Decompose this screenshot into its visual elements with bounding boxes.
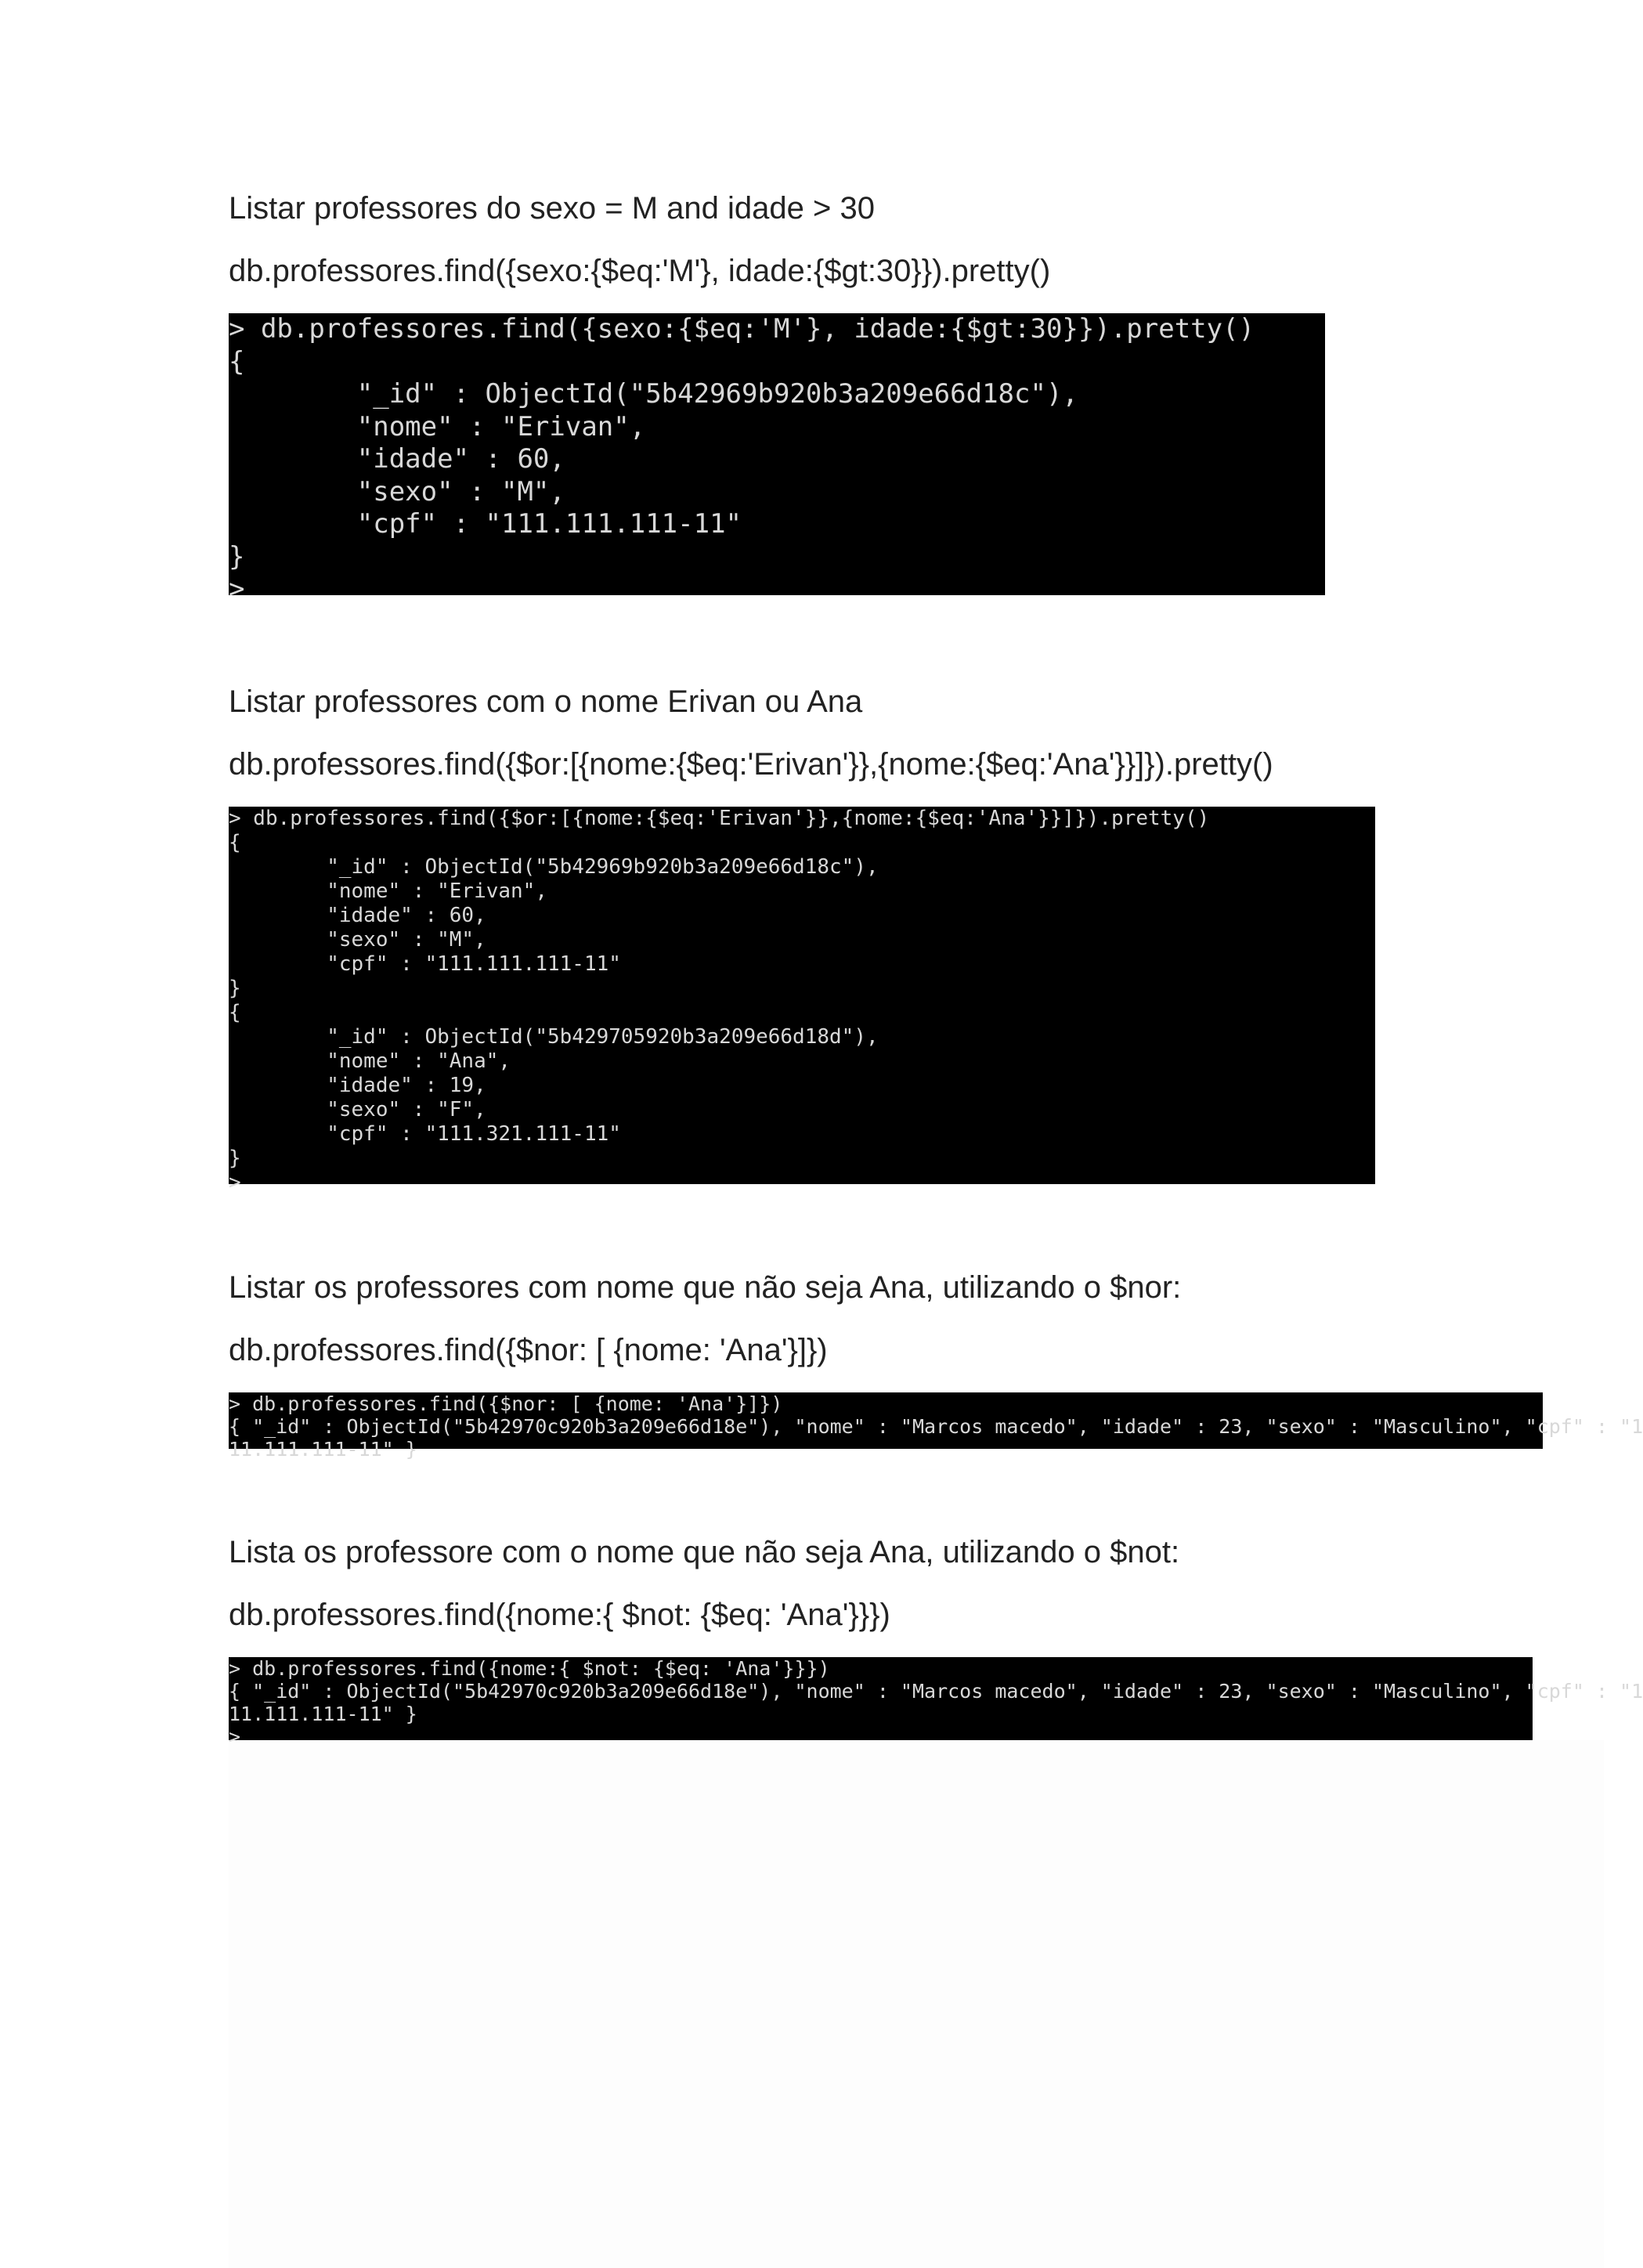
section-4-title: Lista os professore com o nome que não seja Ana, utilizando o $not:	[229, 1535, 1180, 1569]
terminal-output-2: > db.professores.find({$or:[{nome:{$eq:'Erivan'}},{nome:{$eq:'Ana'}}]}).pretty() { "_id" : ObjectId("5b42969b920b3a209e66d18c"), "nome" : "Erivan", "idade" : 60, "sexo" : "M", "cpf" : "111.111.111-11" } { "_id" : ObjectId("5b429705920b3a209e66d18d"), "nome" : "Ana", "idade" : 19, "sexo" : "F", "cpf" : "111.321.111-11" } >	[229, 807, 1210, 1194]
section-3-command: db.professores.find({$nor: [ {nome: 'Ana'}]})	[229, 1333, 828, 1367]
section-2-command: db.professores.find({$or:[{nome:{$eq:'Erivan'}},{nome:{$eq:'Ana'}}]}).pretty()	[229, 747, 1273, 782]
terminal-output-4: > db.professores.find({nome:{ $not: {$eq: 'Ana'}}}) { "_id" : ObjectId("5b42970c920b3a209e66d18e"), "nome" : "Marcos macedo", "idade" : 23, "sexo" : "Masculino", "cpf" : "1 11.111.111-11" } >	[229, 1657, 1643, 1748]
page-bottom-shade	[229, 1740, 1604, 2268]
terminal-screenshot-1	[229, 313, 1325, 605]
section-4-command: db.professores.find({nome:{ $not: {$eq: 'Ana'}}})	[229, 1598, 890, 1632]
section-1-command: db.professores.find({sexo:{$eq:'M'}, idade:{$gt:30}}).pretty()	[229, 254, 1051, 288]
terminal-screenshot-3	[229, 1392, 1643, 1461]
terminal-output-3: > db.professores.find({$nor: [ {nome: 'Ana'}]}) { "_id" : ObjectId("5b42970c920b3a209e66d18e"), "nome" : "Marcos macedo", "idade" : 23, "sexo" : "Masculino", "cpf" : "1 11.111.111-11" }	[229, 1392, 1643, 1461]
terminal-output-1: > db.professores.find({sexo:{$eq:'M'}, idade:{$gt:30}}).pretty() { "_id" : ObjectId("5b42969b920b3a209e66d18c"), "nome" : "Erivan", "idade" : 60, "sexo" : "M", "cpf" : "111.111.111-11" } >	[229, 313, 1255, 605]
terminal-screenshot-2	[229, 807, 1375, 1194]
section-3-title: Listar os professores com nome que não seja Ana, utilizando o $nor:	[229, 1270, 1182, 1305]
section-2-title: Listar professores com o nome Erivan ou Ana	[229, 684, 863, 719]
terminal-screenshot-4	[229, 1657, 1643, 1748]
section-1-title: Listar professores do sexo = M and idade > 30	[229, 191, 875, 226]
